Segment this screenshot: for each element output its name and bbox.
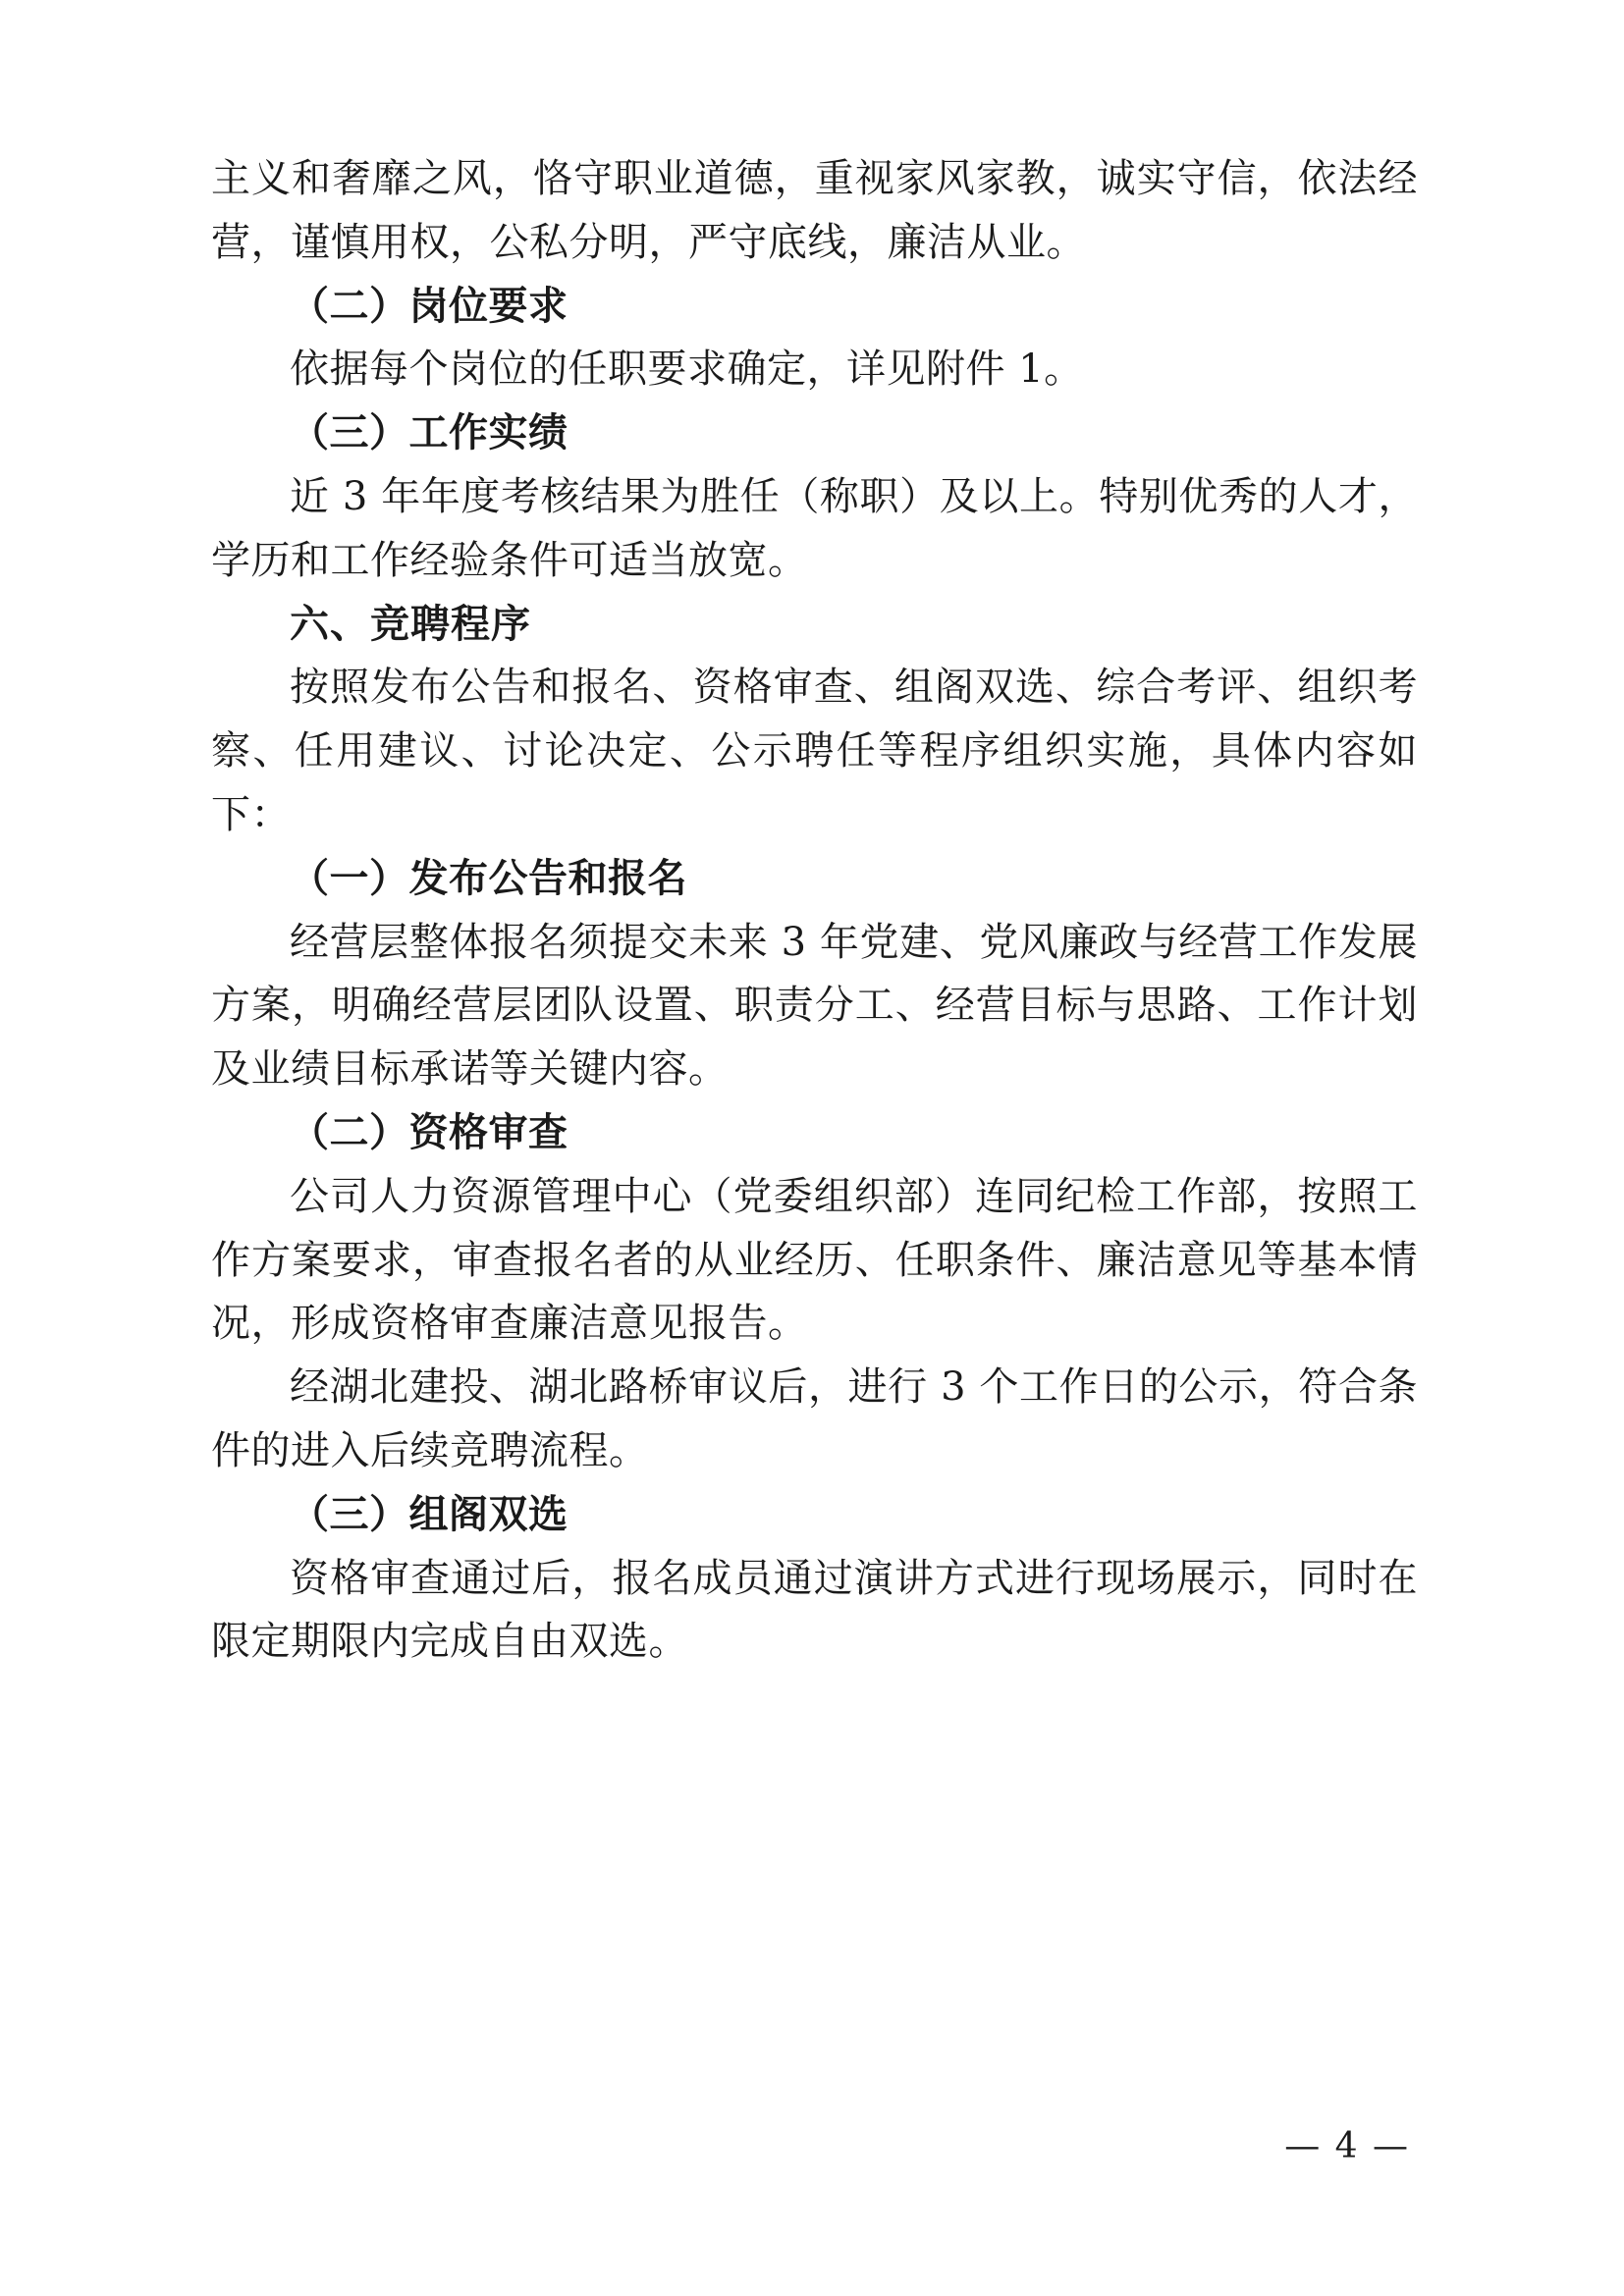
heading-competition-procedure: 六、竞聘程序 (290, 601, 531, 647)
heading-position-requirements: （二）岗位要求 (290, 283, 568, 329)
heading-qualification-review: （二）资格审查 (290, 1109, 568, 1155)
heading-work-performance: （三）工作实绩 (290, 410, 568, 456)
paragraph-cabinet-selection: 资格审查通过后，报名成员通过演讲方式进行现场展示，同时在限定期限内完成自由双选。 (211, 1555, 1418, 1665)
heading-announcement-registration: （一）发布公告和报名 (290, 855, 687, 901)
paragraph-qualification-review-2: 经湖北建投、湖北路桥审议后，进行 3 个工作日的公示，符合条件的进入后续竞聘流程。 (211, 1364, 1418, 1473)
page-number: — 4 — (1284, 2126, 1410, 2166)
paragraph-procedure-overview: 按照发布公告和报名、资格审查、组阁双选、综合考评、组织考察、任用建议、讨论决定、公示聘任等程序组织实施，具体内容如下： (211, 665, 1418, 837)
paragraph-continued-opening: 主义和奢靡之风，恪守职业道德，重视家风家教，诚实守信，依法经营，谨慎用权，公私分明，严守底线，廉洁从业。 (211, 156, 1418, 265)
paragraph-position-requirements: 依据每个岗位的任职要求确定，详见附件 1。 (290, 347, 1084, 393)
paragraph-work-performance: 近 3 年年度考核结果为胜任（称职）及以上。特别优秀的人才，学历和工作经验条件可适当放宽。 (211, 473, 1418, 583)
heading-cabinet-selection: （三）组阁双选 (290, 1491, 568, 1537)
paragraph-announcement-registration: 经营层整体报名须提交未来 3 年党建、党风廉政与经营工作发展方案，明确经营层团队设置、职责分工、经营目标与思路、工作计划及业绩目标承诺等关键内容。 (211, 919, 1418, 1093)
document-body (211, 147, 1418, 1674)
paragraph-qualification-review-1: 公司人力资源管理中心（党委组织部）连同纪检工作部，按照工作方案要求，审查报名者的从业经历、任职条件、廉洁意见等基本情况，形成资格审查廉洁意见报告。 (211, 1173, 1418, 1347)
